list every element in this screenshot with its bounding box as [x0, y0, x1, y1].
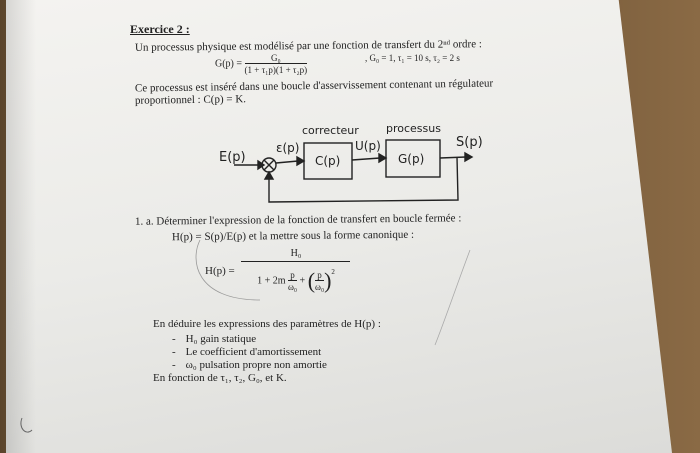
hp-paren: ( — [307, 268, 316, 293]
hp-den-frac1-num: p — [288, 270, 297, 281]
question-1-line1: 1. a. Déterminer l'expression de la fonction de transfert en boucle fermée : — [134, 212, 462, 228]
hp-den-frac2-num: p — [315, 270, 324, 281]
question-1-line2: H(p) = S(p)/E(p) et la mettre sous la forme canonique : — [171, 228, 415, 244]
gp-lhs: G(p) = — [215, 58, 243, 70]
hp-plus: + — [299, 275, 306, 287]
pencil-stroke — [435, 250, 470, 345]
label-output: S(p) — [456, 135, 483, 150]
pencil-stroke — [21, 418, 32, 432]
label-input: E(p) — [219, 150, 246, 165]
hp-paren-close: ) — [324, 268, 332, 293]
label-u: U(p) — [355, 139, 381, 153]
label-processus: processus — [386, 122, 441, 135]
loop-text-line2: proportionnel : C(p) = K. — [134, 93, 247, 107]
exercise-title: Exercice 2 : — [130, 22, 190, 36]
bullet: - — [172, 333, 176, 345]
label-correcteur: correcteur — [302, 124, 359, 137]
correcteur-block-text: C(p) — [315, 154, 341, 168]
gp-parameters: , G₀ = 1, τ₁ = 10 s, τ₂ = 2 s — [365, 53, 460, 63]
hp-square: 2 — [331, 268, 335, 276]
gp-denominator: (1 + τ₁p)(1 + τ₂p) — [244, 65, 308, 75]
label-error: ε(p) — [276, 141, 300, 155]
hp-den-frac1-den: ω₀ — [287, 282, 298, 292]
loop-text-line1: Ce processus est inséré dans une boucle d'asservissement contenant un régulateur — [134, 77, 494, 95]
deduce-text: En déduire les expressions des paramètres de H(p) : — [153, 318, 381, 330]
hp-den-a: 1 + 2m — [257, 275, 286, 287]
final-text: En fonction de τ₁, τ₂, G₀, et K. — [153, 372, 287, 384]
pencil-stroke — [196, 240, 260, 300]
bullet: - — [172, 359, 176, 371]
intro-text: Un processus physique est modélisé par une fonction de transfert du 2ⁿᵈ ordre : — [134, 38, 482, 54]
hp-numerator: H₀ — [241, 248, 350, 262]
bullet: - — [172, 346, 176, 358]
item-text: ω₀ pulsation propre non amortie — [185, 359, 327, 371]
hp-lhs: H(p) = — [205, 265, 235, 277]
hp-den-frac2-den: ω₀ — [315, 282, 325, 292]
gp-numerator: G₀ — [245, 53, 308, 64]
processus-block-text: G(p) — [398, 152, 425, 166]
item-text: Le coefficient d'amortissement — [185, 346, 322, 358]
item-text: H₀ gain statique — [185, 333, 257, 345]
